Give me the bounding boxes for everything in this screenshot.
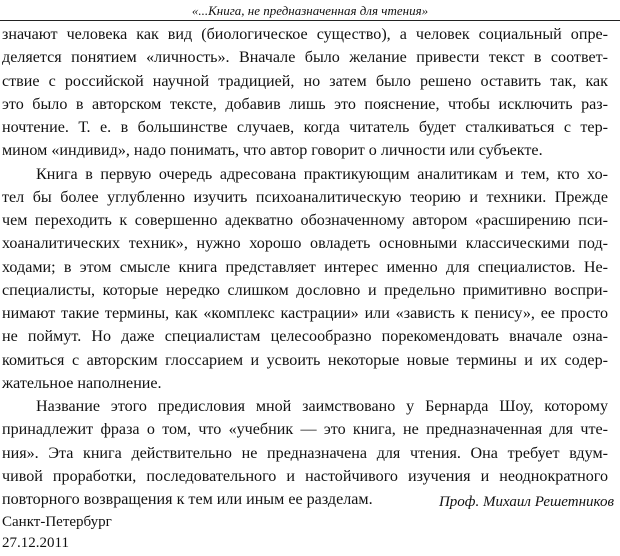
text-line: чивой проработки, последовательного и настойчивого изучения и неоднократного: [2, 467, 608, 485]
text-line: ходами; в этом смысле книга представляет интерес именно для специалистов. Не-: [2, 258, 608, 276]
text-line: жательное наполнение.: [2, 374, 162, 392]
running-header: «...Книга, не предназначенная для чтения»: [191, 3, 429, 18]
text-line: ствие с российской научной традицией, но затем было решено оставить так, как: [2, 72, 608, 90]
text-line: принадлежит фраза о том, что «учебник — это книга, не предназначенная для чте-: [2, 421, 608, 439]
text-line: нимают такие термины, как «комплекс кастрации» или «зависть к пенису», ее просто: [2, 305, 608, 322]
text-line: Книга в первую очередь адресована практикующим аналитикам и тем, кто хо-: [36, 165, 608, 183]
author-signature: Проф. Михаил Решетников: [438, 494, 614, 510]
paragraph: [2, 163, 608, 396]
text-line: ния». Эта книга действительно не предназначена для чтения. Она требует вдум-: [2, 444, 608, 462]
text-line: Название этого предисловия мной заимствовано у Бернарда Шоу, которому: [36, 398, 608, 415]
place-line: Санкт-Петербург: [2, 514, 112, 530]
body-text: [2, 23, 608, 511]
text-line: специалисты, которые нередко слишком дословно и предельно примитивно воспри-: [2, 281, 608, 299]
text-line: тел бы более углубленно изучить психоаналитическую теорию и техники. Прежде: [2, 188, 608, 206]
text-line: деляется понятием «личность». Вначале было желание привести текст в соответ-: [2, 49, 608, 67]
date-line: 27.12.2011: [2, 535, 69, 551]
text-line: ночтение. Т. е. в большинстве случаев, когда читатель будет сталкиваться с тер-: [2, 119, 608, 136]
header-rule: [0, 20, 620, 21]
text-line: это было в авторском тексте, добавив лишь это пояснение, чтобы исключить раз-: [2, 95, 608, 113]
text-line: чем переходить к совершенно адекватно обозначенному автором «расширению пси-: [2, 212, 608, 229]
text-line: комиться с авторским глоссарием и усвоить некоторые новые термины и их содер-: [2, 351, 608, 369]
text-line: значают человека как вид (биологическое существо), а человек социальный опре-: [2, 26, 608, 43]
text-line: мином «индивид», надо понимать, что автор говорит о личности или субъекте.: [2, 142, 543, 160]
text-line: хоаналитических техник», нужно хорошо овладеть основными классическими под-: [2, 235, 608, 253]
text-line: не поймут. Но даже специалистам целесообразно порекомендовать вначале озна-: [2, 328, 608, 346]
text-line: повторного возвращения к тем или иным ее разделам.: [2, 491, 373, 508]
paragraph: [2, 23, 608, 163]
